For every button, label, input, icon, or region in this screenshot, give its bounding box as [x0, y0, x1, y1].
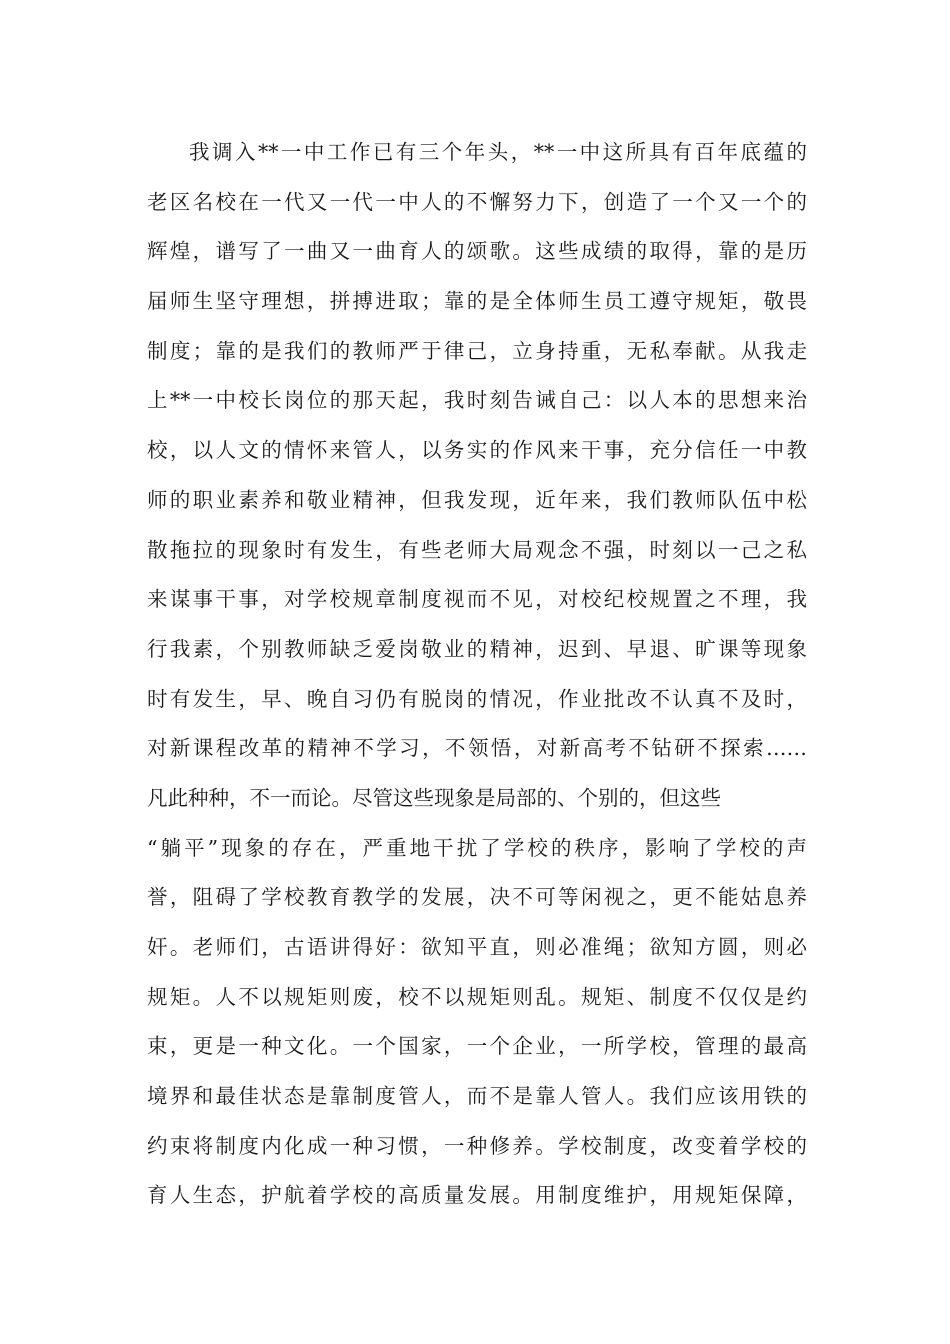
text-line: 奸。老师们，古语讲得好：欲知平直，则必准绳；欲知方圆，则必 [147, 935, 807, 959]
text-line: 约束将制度内化成一种习惯，一种修养。学校制度，改变着学校的 [147, 1133, 807, 1158]
body-paragraph [147, 128, 807, 1221]
text-line: 时有发生，早、晚自习仍有脱岗的情况，作业批改不认真不及时， [147, 686, 807, 711]
text-line: 誉，阻碍了学校教育教学的发展，决不可等闲视之，更不能姑息养 [147, 885, 807, 910]
text-line: 制度；靠的是我们的教师严于律己，立身持重，无私奉献。从我走 [147, 338, 807, 363]
text-line: 境界和最佳状态是靠制度管人，而不是靠人管人。我们应该用铁的 [147, 1084, 807, 1109]
text-line: 辉煌，谱写了一曲又一曲育人的颂歌。这些成绩的取得，靠的是历 [147, 239, 807, 264]
text-line: 我调入**一中工作已有三个年头，**一中这所具有百年底蕴的 [189, 140, 807, 164]
text-line: 育人生态，护航着学校的高质量发展。用制度维护，用规矩保障， [147, 1183, 807, 1208]
text-line: 师的职业素养和敬业精神，但我发现，近年来，我们教师队伍中松 [147, 487, 807, 512]
text-line: 束，更是一种文化。一个国家，一个企业，一所学校，管理的最高 [147, 1034, 807, 1059]
text-line: 老区名校在一代又一代一中人的不懈努力下，创造了一个又一个的 [147, 189, 807, 214]
text-line: 凡此种种，不一而论。尽管这些现象是局部的、个别的，但这些 [147, 785, 721, 810]
text-line: 上**一中校长岗位的那天起，我时刻告诫自己：以人本的思想来治 [147, 388, 807, 413]
text-line: 散拖拉的现象时有发生，有些老师大局观念不强，时刻以一己之私 [147, 537, 807, 562]
text-line: 校，以人文的情怀来管人，以务实的作风来干事，充分信任一中教 [147, 438, 807, 463]
text-line: 规矩。人不以规矩则废，校不以规矩则乱。规矩、制度不仅仅是约 [147, 984, 807, 1009]
text-line: 对新课程改革的精神不学习，不领悟，对新高考不钻研不探索…… [147, 736, 807, 761]
text-line: 来谋事干事，对学校规章制度视而不见，对校纪校规置之不理，我 [147, 587, 807, 612]
text-line: “躺平”现象的存在，严重地干扰了学校的秩序，影响了学校的声 [147, 835, 807, 860]
text-line: 行我素，个别教师缺乏爱岗敬业的精神，迟到、早退、旷课等现象 [147, 636, 807, 661]
text-line: 届师生坚守理想，拼搏进取；靠的是全体师生员工遵守规矩，敬畏 [147, 289, 807, 314]
